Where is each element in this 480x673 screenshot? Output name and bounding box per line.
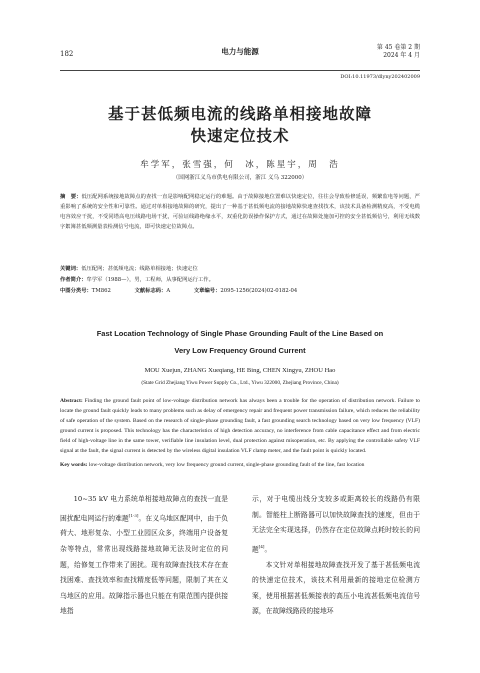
body-right-text-1: 示，对于电缆出线分支较多或距离较长的线路仍有限制。智能柱上断路器可以加快故障查找的速度，但由于无法完全实现选择，仍然存在定位故障点耗时较长的问题 <box>252 495 420 554</box>
keywords-cn-label: 关键词： <box>60 266 82 272</box>
volume-issue: 第 45 卷第 2 期 <box>376 44 420 51</box>
article-value: 2095-1256(2024)02-0182-04 <box>220 288 298 294</box>
journal-name: 电力与能源 <box>221 47 259 56</box>
body-left-ref: [1-3] <box>128 512 139 518</box>
body-left-column <box>60 492 228 620</box>
authors-english: MOU Xuejun, ZHANG Xueqiang, HE Bing, CHEN Xingyu, ZHOU Hao <box>144 367 336 374</box>
page-header <box>60 40 420 71</box>
volume-info <box>377 44 420 60</box>
abstract-cn-text: 低压配网系统接地故障点的查找一直是影响配网稳定运行的难题。由于故障接地位置难以快速定位，往往会导致检修延误，频繁监电等问题，严重影响了系统的安全性和可靠性。通过对单相接地故障的研究，提出了一种基于甚低频电流的接地故障快速查找技术，该技术具备检测精度高，不受电缆电容效应干扰，不受同塔高电压线路电场干扰，可验证线路绝缘水平，双重化防误操作保护方式，通过在故障处施加可控的安全甚低频信号，利用无线数字絮簿甚低频测量表检测信号电流，即可快速定位故障点。 <box>60 194 420 231</box>
body-left-text-2: 。在义乌地区配网中，由于负荷大、地形复杂、小型工业园区众多，终端用户设备复杂等特点，常常出现线路接地故障无法及时定位的问题，给修复工作带来了困扰。现有故障查找技术存在查找困难、查找效率和查找精度低等问题，限制了其在义乌地区的应用。故障指示器也只能在有限范围内提供接地指 <box>60 513 229 616</box>
authors-chinese: 牟学军，张雪强，何 冰，陈星宇，周 浩 <box>140 160 340 170</box>
class-value: TM862 <box>91 288 111 294</box>
body-right-paragraph-2: 本文针对单相接地故障查找开发了基于甚低频电流的快速定位技术，该技术利用最新的接地定位检测方案，使用根据甚低频接表的高压小电流甚低频电流信号源，在故障线路段的接地环 <box>252 560 420 616</box>
body-right-ref: [4] <box>258 543 265 549</box>
affiliation-chinese: （国网浙江义乌市供电有限公司，浙江 义乌 322000） <box>172 175 308 181</box>
issue-date: 2024 年 4 月 <box>383 52 420 59</box>
author-info-label: 作者简介： <box>60 277 87 283</box>
doi: DOI:10.11973/dlyny202402009 <box>340 74 420 80</box>
keywords-chinese <box>60 264 420 272</box>
affiliation-english: (State Grid Zhejiang Yiwu Power Supply Co., Ltd., Yiwu 322000, Zhejiang Province, China) <box>141 380 339 386</box>
class-label: 中图分类号： <box>60 288 92 294</box>
body-left-text-1: 10~35 kV 电力系统单相接地故障点的查找一直是困扰配电网运行的难题 <box>60 495 228 522</box>
author-info-text: 牟学军（1988—），男，工程师，从事配网运行工作。 <box>86 277 214 283</box>
keywords-en-label: Key words: <box>60 462 88 468</box>
title-en-line2: Very Low Frequency Ground Current <box>174 346 306 355</box>
title-chinese <box>60 103 420 147</box>
page-number: 182 <box>60 50 74 58</box>
abstract-en-label: Abstract: <box>60 398 83 404</box>
abstract-en-text: Finding the ground fault point of low-voltage distribution network has always been a trouble for the operation of distribution network. Failure to locate the ground fault quickly leads to many problems such as delay of emergency repair and frequent power transmission failure, which reduces the reliability of safe operation of the system. Based on the research of single-phase grounding fault, a fast grounding search technology based on very low frequency (VLF) ground current is proposed. This technology has the characteristics of high detection accuracy, no interference from cable capacitance effect and from electric field of high-voltage line in the same tower, verifiable line insulation level, dual protection against misoperation, etc. By applying the controllable safety VLF signal at the fault, the signal current is detected by the wireless digital insulation VLF clamp meter, and the fault point is quickly located. <box>60 398 420 455</box>
title-cn-line2: 快速定位技术 <box>190 126 290 145</box>
article-label: 文章编号： <box>193 288 221 294</box>
doc-value: A <box>166 288 171 294</box>
title-cn-line1: 基于甚低频电流的线路单相接地故障 <box>107 104 372 123</box>
title-english <box>60 325 420 359</box>
abstract-chinese <box>60 192 420 232</box>
title-en-line1: Fast Location Technology of Single Phase Grounding Fault of the Line Based on <box>96 329 384 338</box>
author-bio <box>60 275 420 283</box>
keywords-english <box>60 460 420 470</box>
body-right-column <box>252 492 420 620</box>
body-right-paragraph-1: 示，对于电缆出线分支较多或距离较长的线路仍有限制。智能柱上断路器可以加快故障查找的速度，但由于无法完全实现选择，仍然存在定位故障点耗时较长的问题[4]。 <box>252 495 420 554</box>
body-left-paragraph <box>60 492 228 620</box>
classification-line <box>60 286 420 294</box>
keywords-en-text: low-voltage distribution network, very low frequency ground current, single-phase grounding fault of the line, fast location <box>88 462 365 468</box>
abstract-english <box>60 396 420 457</box>
abstract-cn-label: 摘 要： <box>60 194 82 200</box>
keywords-cn-text: 低压配网；甚低频电流；线路单相接地；快速定位 <box>81 266 198 272</box>
doc-label: 文献标志码： <box>134 288 167 294</box>
